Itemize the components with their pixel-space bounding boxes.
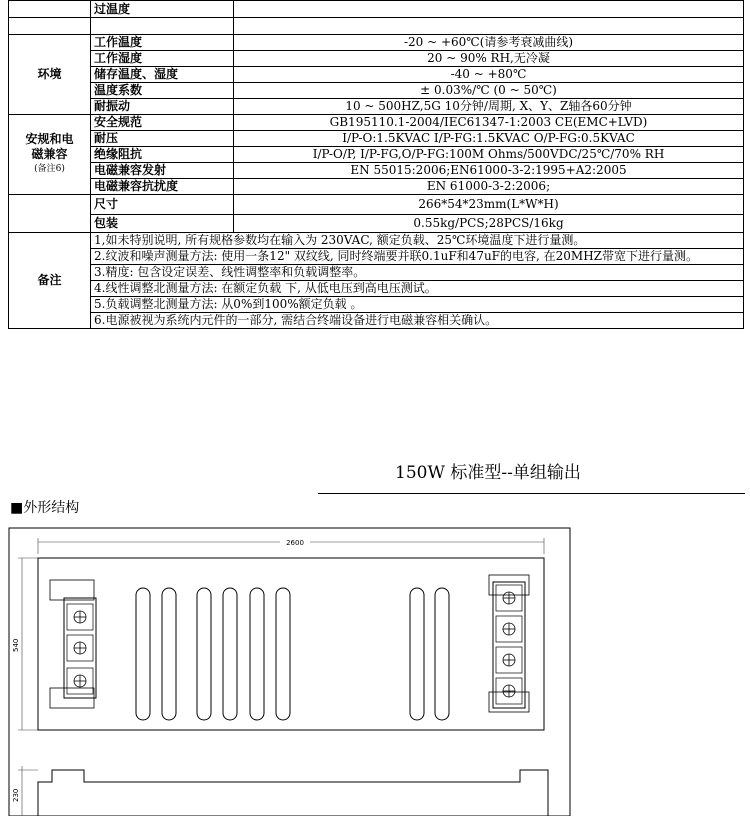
category-note: (备注6) — [34, 164, 65, 174]
spec-name: 尺寸 — [91, 195, 234, 215]
table-row — [9, 265, 744, 281]
product-heading: 150W 标准型--单组输出 — [395, 463, 581, 483]
spec-name: 工作温度 — [91, 35, 234, 51]
spec-value: 20 ~ 90% RH,无冷凝 — [234, 51, 744, 67]
dim-length: 2600 — [286, 539, 304, 547]
screw-icon — [67, 604, 93, 630]
spec-value: 10 ~ 500HZ,5G 10分钟/周期, X、Y、Z轴各60分钟 — [234, 99, 744, 115]
category-notes: 备注 — [9, 233, 91, 329]
case-side-view — [38, 770, 548, 816]
table-row — [9, 163, 744, 179]
vent-slots — [136, 588, 449, 720]
spec-value: I/P-O/P, I/P-FG,O/P-FG:100M Ohms/500VDC/25℃/70% RH — [234, 147, 744, 163]
table-row — [9, 195, 744, 215]
spec-value: -40 ~ +80℃ — [234, 67, 744, 83]
category-line-1: 安规和电 — [25, 132, 74, 146]
note-item: 3.精度: 包含设定误差、线性调整率和负载调整率。 — [91, 265, 744, 281]
screw-icon — [496, 585, 522, 611]
table-row — [9, 35, 744, 51]
note-item: 6.电源被视为系统内元件的一部分, 需结合终端设备进行电磁兼容相关确认。 — [91, 313, 744, 329]
spec-name: 电磁兼容抗扰度 — [91, 179, 234, 195]
spec-value: GB195110.1-2004/IEC61347-1:2003 CE(EMC+LVD) — [234, 115, 744, 131]
table-row — [9, 147, 744, 163]
screw-icon — [496, 647, 522, 673]
spec-name: 温度系数 — [91, 83, 234, 99]
spec-name: 电磁兼容发射 — [91, 163, 234, 179]
table-row — [9, 297, 744, 313]
dim-width: 540 — [12, 638, 20, 652]
table-row — [9, 83, 744, 99]
case-top-view — [38, 558, 544, 730]
category-line-2: 磁兼容 — [31, 147, 68, 161]
table-row — [9, 313, 744, 329]
heading-underline — [318, 493, 745, 494]
note-item: 5.负载调整北测量方法: 从0%到100%额定负载 。 — [91, 297, 744, 313]
spec-name: 过温度 — [91, 1, 234, 18]
category-other — [9, 195, 91, 233]
dim-height: 230 — [12, 788, 20, 802]
spec-value — [234, 1, 744, 18]
screw-icon — [496, 678, 522, 704]
table-row — [9, 99, 744, 115]
screw-icon — [67, 635, 93, 661]
spec-name: 工作湿度 — [91, 51, 234, 67]
table-row — [9, 215, 744, 233]
table-row — [9, 115, 744, 131]
spec-value: 266*54*23mm(L*W*H) — [234, 195, 744, 215]
table-row — [9, 249, 744, 265]
spec-value: ± 0.03%/℃ (0 ~ 50℃) — [234, 83, 744, 99]
spec-name: 安全规范 — [91, 115, 234, 131]
spec-value: I/P-O:1.5KVAC I/P-FG:1.5KVAC O/P-FG:0.5KVAC — [234, 131, 744, 147]
spec-name: 耐振动 — [91, 99, 234, 115]
screw-icon — [496, 616, 522, 642]
note-item: 4.线性调整北测量方法: 在额定负载 下, 从低电压到高电压测试。 — [91, 281, 744, 297]
category-safety — [9, 115, 91, 195]
table-row — [9, 1, 744, 18]
table-row — [9, 281, 744, 297]
table-row — [9, 233, 744, 249]
spec-value: 0.55kg/PCS;28PCS/16kg — [234, 215, 744, 233]
section-title: ■外形结构 — [10, 500, 80, 516]
spec-value: EN 61000-3-2:2006; — [234, 179, 744, 195]
spec-value: -20 ~ +60℃(请参考衰减曲线) — [234, 35, 744, 51]
table-row — [9, 67, 744, 83]
screw-icon — [67, 668, 93, 694]
table-row — [9, 131, 744, 147]
outline-drawing — [0, 520, 750, 816]
note-item: 1,如未特别说明, 所有规格参数均在输入为 230VAC, 额定负载、25℃环境温度下进行量测。 — [91, 233, 744, 249]
spec-name: 包装 — [91, 215, 234, 233]
spec-name: 耐压 — [91, 131, 234, 147]
table-row — [9, 51, 744, 67]
table-row — [9, 179, 744, 195]
spec-name: 储存温度、湿度 — [91, 67, 234, 83]
spec-value: EN 55015:2006;EN61000-3-2:1995+A2:2005 — [234, 163, 744, 179]
spec-name: 绝缘阻抗 — [91, 147, 234, 163]
category-environment: 环境 — [9, 35, 91, 115]
spec-table — [8, 0, 744, 329]
note-item: 2.纹波和噪声测量方法: 使用一条12" 双纹线, 同时终端要并联0.1uF和47uF的电容, 在20MHZ带宽下进行量测。 — [91, 249, 744, 265]
